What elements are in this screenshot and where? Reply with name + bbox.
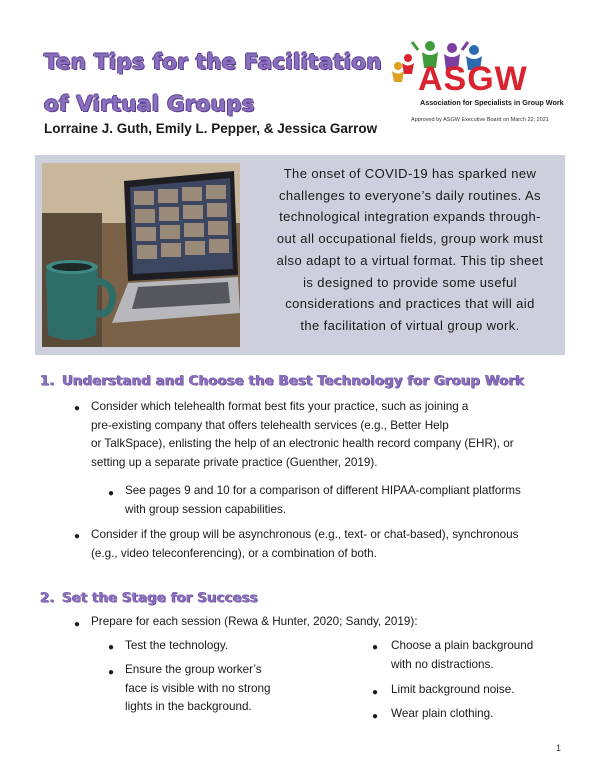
bullet-dot: ● <box>108 488 115 499</box>
text-line: pre-existing company that offers telehealth services (e.g., Better Help <box>91 418 449 432</box>
bullet-dot: ● <box>74 531 81 542</box>
intro-line: challenges to everyone’s daily routines. As <box>279 187 541 203</box>
section-2-bullet-1: Prepare for each session (Rewa & Hunter, 2020; Sandy, 2019): <box>91 615 418 628</box>
text-line: See pages 9 and 10 for a comparison of different HIPAA-compliant platforms <box>125 484 521 497</box>
authors: Lorraine J. Guth, Emily L. Pepper, & Jessica Garrow <box>44 121 378 136</box>
intro-line: technological integration expands through- <box>279 209 541 225</box>
right-item-1 <box>391 637 533 674</box>
section-1-heading <box>40 373 524 389</box>
text-line: Ensure the group worker’s <box>125 663 262 676</box>
intro-line: is designed to provide some useful <box>303 274 517 290</box>
section-1-sub-bullet <box>125 482 555 519</box>
left-item-1: Test the technology. <box>125 639 229 652</box>
bullet-dot: ● <box>372 687 379 698</box>
section-2-heading <box>40 590 258 606</box>
section-title: Understand and Choose the Best Technology for Group Work <box>62 373 525 389</box>
section-1-bullet-1 <box>91 398 551 472</box>
text-line: Consider if the group will be asynchronous (e.g., text- or chat-based), synchronous <box>91 528 519 541</box>
title-line-1: Ten Tips for the Facilitation <box>44 50 382 75</box>
left-item-2 <box>125 661 271 717</box>
text-line: (e.g., video teleconferencing), or a combination of both. <box>91 546 377 560</box>
intro-line: The onset of COVID-19 has sparked new <box>283 166 537 181</box>
intro-line: also adapt to a virtual format. This tip sheet <box>276 252 544 268</box>
right-item-3: Wear plain clothing. <box>391 707 494 720</box>
bullet-dot: ● <box>74 403 81 414</box>
text-line: with no distractions. <box>391 657 494 671</box>
logo-wordmark: ASGW <box>418 60 528 98</box>
bullet-dot: ● <box>108 642 115 653</box>
text-line: setting up a separate private practice (Guenther, 2019). <box>91 455 378 469</box>
intro-line: out all occupational fields, group work must <box>276 231 544 247</box>
text-line: lights in the background. <box>125 700 252 714</box>
section-title: Set the Stage for Success <box>62 590 258 606</box>
title-line-2: of Virtual Groups <box>44 92 255 117</box>
intro-line: considerations and practices that will aid <box>285 296 535 312</box>
section-number: 1. <box>40 373 55 389</box>
bullet-dot: ● <box>108 667 115 678</box>
bullet-dot: ● <box>74 619 81 630</box>
text-line: Choose a plain background <box>391 639 534 652</box>
section-number: 2. <box>40 590 55 606</box>
right-item-2: Limit background noise. <box>391 683 515 696</box>
intro-line: the facilitation of virtual group work. <box>300 317 520 333</box>
page-title <box>44 42 384 126</box>
text-line: Consider which telehealth format best fits your practice, such as joining a <box>91 400 469 413</box>
text-line: face is visible with no strong <box>125 681 271 695</box>
page-number: 1 <box>556 743 562 753</box>
logo-subtitle: Association for Specialists in Group Work <box>420 98 564 107</box>
video-call-photo <box>42 163 240 347</box>
section-1-bullet-2 <box>91 526 561 563</box>
bullet-dot: ● <box>372 642 379 653</box>
bullet-dot: ● <box>372 711 379 722</box>
approval-note: Approved by ASGW Executive Board on March 22, 2021 <box>411 117 549 123</box>
text-line: or TalkSpace), enlisting the help of an electronic health record company (EHR), or <box>91 437 514 451</box>
text-line: with group session capabilities. <box>125 502 287 516</box>
intro-text <box>262 163 558 337</box>
